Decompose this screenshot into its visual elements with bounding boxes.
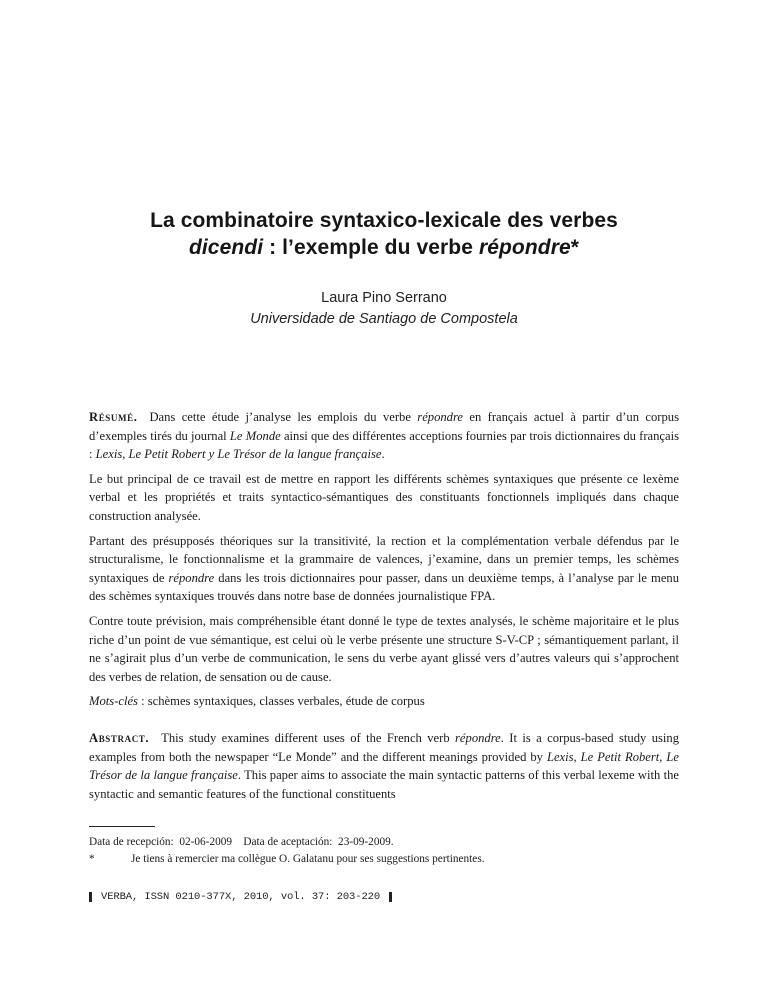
footer-right-bar-icon [389, 892, 392, 902]
author-affiliation: Universidade de Santiago de Compostela [250, 311, 518, 327]
resume-paragraph-1-text: Dans cette étude j’analyse les emplois du verbe répondre en français actuel à partir d’un corpus d’exemples tirés du journal Le Monde ainsi que des différentes acceptions fournies par trois dictionnaires du français : Lexis, Le Petit Robert y Le Trésor de la langue française. [89, 410, 679, 462]
resume-paragraph-2: Le but principal de ce travail est de mettre en rapport les différents schèmes syntaxiques que présente ce lexème verbal et les propriétés et traits syntactico-sémantiques des constituants fonctionnels impliqués dans chaque construction analysée. [89, 471, 679, 523]
keywords-line: Mots-clés : schèmes syntaxiques, classes verbales, étude de corpus [89, 694, 425, 709]
reception-dates-line: Data de recepción: 02-06-2009 Data de aceptación: 23-09-2009. [89, 836, 394, 848]
author-name: Laura Pino Serrano [321, 290, 447, 306]
footer-left-bar-icon [89, 892, 92, 902]
article-body [89, 408, 679, 803]
abstract-paragraph-text: This study examines different uses of the French verb répondre. It is a corpus-based study using examples from both the newspaper “Le Monde” and the different meanings provided by Lexis, Le Petit Robert, Le Trésor de la langue française. This paper aims to associate the main syntactic patterns of this verbal lexeme with the syntactic and semantic features of the functional constituents [89, 730, 680, 801]
abstract-paragraph [89, 729, 679, 803]
abstract-label: Abstract. [89, 730, 150, 745]
resume-paragraph-3: Partant des présupposés théoriques sur la transitivité, la rection et la complémentation verbale défendus par le structuralisme, le fonctionnalisme et la grammaire de valences, j’examine, dans un premier temps, les schèmes syntaxiques de répondre dans les trois dictionnaires pour passer, dans un deuxième temps, à l’analyse par le menu des schèmes syntaxiques trouvés dans notre base de données journalistique FPA. [89, 533, 679, 604]
resume-paragraph-1 [89, 408, 679, 464]
footnote-text: Je tiens à remercier ma collègue O. Galatanu pour ses suggestions pertinentes. [131, 853, 485, 865]
footnote-rule [89, 826, 155, 827]
footnote-asterisk-marker: * [89, 853, 95, 865]
journal-citation: VERBA, ISSN 0210-377X, 2010, vol. 37: 203-220 [101, 891, 381, 903]
journal-footer [89, 891, 392, 903]
author-thanks-note [89, 851, 679, 868]
article-title-line-2: dicendi : l’exemple du verbe répondre* [188, 236, 580, 259]
article-title [89, 0, 679, 261]
footnote-block [89, 826, 679, 868]
byline-block [89, 288, 679, 330]
article-title-line-1: La combinatoire syntaxico-lexicale des verbes [150, 209, 618, 232]
resume-paragraph-4: Contre toute prévision, mais compréhensible étant donné le type de textes analysés, le schème majoritaire et le plus riche d’un point de vue sémantique, est celui où le verbe présente une structure S-V-CP ; sémantiquement parlant, il ne s’agirait plus d’un verbe de communication, le sens du verbe ayant glissé vers d’autres valeurs qui s’approchent des verbes de relation, de sensation ou de cause. [89, 613, 679, 684]
resume-label: Résumé. [89, 410, 138, 424]
